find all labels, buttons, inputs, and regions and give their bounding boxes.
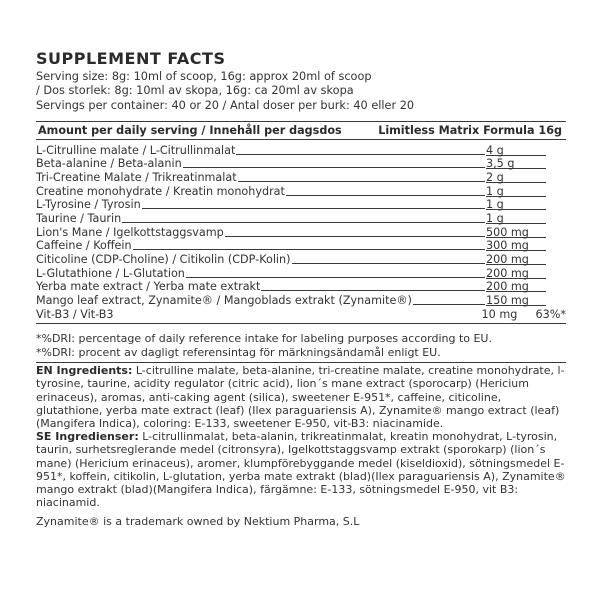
dot-leader bbox=[225, 235, 485, 237]
ingredient-dri: 63%* bbox=[535, 308, 566, 322]
ingredient-amount: 1 g bbox=[486, 198, 504, 212]
dot-leader bbox=[261, 289, 485, 291]
facts-row bbox=[36, 239, 566, 253]
facts-row bbox=[36, 157, 566, 171]
dot-leader bbox=[286, 194, 485, 196]
ingredient-amount: 1 g bbox=[486, 212, 504, 226]
ingredient-name: Yerba mate extract / Yerba mate extrakt bbox=[36, 280, 261, 294]
ingredient-name: Caffeine / Koffein bbox=[36, 239, 132, 253]
ingredient-name: Taurine / Taurin bbox=[36, 212, 122, 226]
ingredient-name: Citicoline (CDP-Choline) / Citikolin (CDP-Kolin) bbox=[36, 253, 291, 267]
dot-leader bbox=[122, 221, 485, 223]
dot-leader bbox=[236, 153, 485, 155]
header-formula-name: Limitless Matrix Formula 16g bbox=[378, 123, 562, 137]
serving-size-line-sv: / Dos storlek: 8g: 10ml av skopa, 16g: ca 20ml av skopa bbox=[36, 84, 354, 98]
ingredient-amount: 200 mg bbox=[486, 253, 529, 267]
ingredients-en bbox=[36, 364, 566, 430]
ingredient-name: Vit-B3 / Vit-B3 bbox=[36, 308, 114, 322]
serving-size-line: Serving size: 8g: 10ml of scoop, 16g: approx 20ml of scoop bbox=[36, 70, 372, 83]
ingredient-amount: 200 mg bbox=[486, 266, 529, 280]
facts-row bbox=[36, 252, 566, 266]
ingredients-se bbox=[36, 430, 566, 509]
dot-leader bbox=[142, 207, 485, 209]
dri-notes bbox=[36, 332, 566, 359]
facts-row bbox=[36, 184, 566, 198]
ingredient-name: L-Tyrosine / Tyrosin bbox=[36, 198, 141, 212]
ingredients-en-heading: EN Ingredients: bbox=[36, 364, 133, 378]
facts-row bbox=[36, 225, 566, 239]
facts-table-rows bbox=[36, 143, 566, 324]
trademark-notice: Zynamite® is a trademark owned by Nektium Pharma, S.L bbox=[36, 515, 360, 529]
divider bbox=[36, 362, 566, 363]
dot-leader bbox=[413, 303, 485, 305]
ingredient-name: L-Citrulline malate / L-Citrullinmalat bbox=[36, 143, 236, 157]
ingredients-se-heading: SE Ingredienser: bbox=[36, 430, 139, 444]
ingredient-name: Mango leaf extract, Zynamite® / Mangoblads extrakt (Zynamite®) bbox=[36, 294, 412, 308]
ingredient-name: Tri-Creatine Malate / Trikreatinmalat bbox=[36, 170, 237, 184]
facts-row bbox=[36, 198, 566, 212]
ingredient-name: L-Glutathione / L-Glutation bbox=[36, 266, 185, 280]
supplement-facts-label bbox=[36, 50, 566, 528]
facts-table-header bbox=[36, 121, 566, 140]
ingredient-amount: 1 g bbox=[486, 184, 504, 198]
label-title: SUPPLEMENT FACTS bbox=[36, 49, 226, 68]
ingredient-amount: 200 mg bbox=[486, 280, 529, 294]
dot-leader bbox=[186, 276, 485, 278]
ingredient-name: Lion's Mane / Igelkottstaggsvamp bbox=[36, 225, 224, 239]
facts-row bbox=[36, 293, 566, 307]
facts-row bbox=[36, 170, 566, 184]
facts-row bbox=[36, 307, 566, 324]
facts-row bbox=[36, 211, 566, 225]
dri-note-en: *%DRI: percentage of daily reference intake for labeling purposes according to EU. bbox=[36, 332, 492, 346]
facts-row bbox=[36, 143, 566, 157]
ingredient-amount: 10 mg bbox=[481, 308, 518, 322]
dot-leader bbox=[183, 166, 485, 168]
servings-per-container: Servings per container: 40 or 20 / Antal doser per burk: 40 eller 20 bbox=[36, 98, 415, 112]
ingredient-amount: 150 mg bbox=[486, 294, 529, 308]
dot-leader bbox=[292, 262, 486, 264]
ingredient-amount: 500 mg bbox=[486, 225, 529, 239]
dri-note-sv: *%DRI: procent av dagligt referensintag för märkningsändamål enligt EU. bbox=[36, 345, 441, 359]
ingredients-se-text: L-citrullinmalat, beta-alanin, trikreatinmalat, kreatin monohydrat, L-tyrosin, taurin, surhetsreglerande medel (citronsyra), Igelkottstaggsvamp extrakt (sporokarp) (lion´s mane) (Hericium erinaceus), aromer, klumpförebyggande medel (kiseldioxid), sötningsmedel E-951*, koffein, citikolin, L-glutation, yerba mate extrakt (blad)(Ilex paraguariensis A), Zynamite® mango extrakt (blad)(Mangifera Indica), färgämne: E-133, sötningsmedel E-950, vit B3: niacinamid. bbox=[36, 430, 566, 510]
serving-info bbox=[36, 70, 566, 113]
ingredient-amount: 3,5 g bbox=[486, 157, 515, 171]
ingredient-amount: 300 mg bbox=[486, 239, 529, 253]
dot-leader bbox=[133, 248, 485, 250]
dot-leader bbox=[115, 318, 481, 319]
ingredient-amount: 4 g bbox=[486, 143, 504, 157]
ingredient-name: Creatine monohydrate / Kreatin monohydrat bbox=[36, 184, 285, 198]
dot-leader bbox=[238, 180, 485, 182]
ingredient-amount: 2 g bbox=[486, 170, 504, 184]
facts-row bbox=[36, 280, 566, 294]
ingredients-en-text: L-citrulline malate, beta-alanine, tri-creatine malate, creatine monohydrate, l-tyrosine, taurine, acidity regulator (citric acid), lion´s mane extract (sporocarp) (Hericium erinaceus), aromas, anti-caking agent (silica), sweetener E-951*, caffeine, citicoline, glutathione, yerba mate extract (leaf) (Ilex paraguariensis A), Zynamite® mango extract (leaf) (Mangifera Indica), coloring: E-133, sweetener E-950, vit-B3: niacinamide. bbox=[36, 364, 565, 430]
ingredient-name: Beta-alanine / Beta-alanin bbox=[36, 157, 182, 171]
facts-row bbox=[36, 266, 566, 280]
header-amount-per-serving: Amount per daily serving / Innehåll per dagsdos bbox=[38, 123, 342, 137]
